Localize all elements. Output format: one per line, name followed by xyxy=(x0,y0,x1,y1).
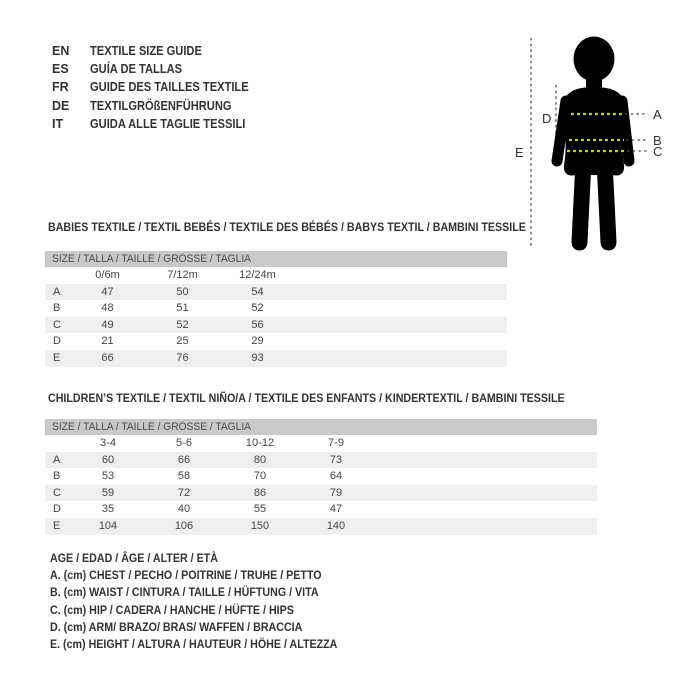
legend-item-hip: C. (cm) HIP / CADERA / HANCHE / HÜFTE / HIPS xyxy=(50,602,294,617)
children-column-header-row xyxy=(45,435,597,452)
guide-title-en: TEXTILE SIZE GUIDE xyxy=(90,44,202,59)
cell: 140 xyxy=(326,519,346,532)
legend-item-height: E. (cm) HEIGHT / ALTURA / HAUTEUR / HÖHE / ALTEZZA xyxy=(50,636,338,651)
table-row xyxy=(45,518,597,535)
row-label: E xyxy=(53,519,61,532)
guide-title-fr: GUIDE DES TAILLES TEXTILE xyxy=(90,80,249,95)
language-row-it xyxy=(52,115,268,133)
legend-age-line: AGE / EDAD / ÂGE / ALTER / ETÀ xyxy=(50,551,218,565)
cell: 52 xyxy=(251,302,264,315)
row-label: B xyxy=(53,302,61,315)
cell: 59 xyxy=(101,486,115,499)
babies-size-header-bar: SIZE / TALLA / TAILLE / GRÖSSE / TAGLIA xyxy=(45,251,507,267)
language-code: EN xyxy=(52,44,70,59)
label-B: B xyxy=(653,133,662,148)
table-row xyxy=(45,452,597,469)
cell: 56 xyxy=(251,318,264,331)
cell: 64 xyxy=(329,470,343,483)
child-silhouette-icon xyxy=(557,37,629,251)
cell: 54 xyxy=(251,285,264,298)
babies-size-table xyxy=(45,251,507,367)
cell: 70 xyxy=(253,470,267,483)
table-row xyxy=(45,317,507,334)
table-row xyxy=(45,485,597,502)
table-row xyxy=(45,333,507,350)
table-row xyxy=(45,501,597,518)
cell: 53 xyxy=(101,470,115,483)
cell: 66 xyxy=(101,351,114,364)
cell: 35 xyxy=(101,503,115,516)
row-label: B xyxy=(53,470,61,483)
cell: 29 xyxy=(251,335,264,348)
language-list xyxy=(52,42,268,133)
cell: 48 xyxy=(101,302,114,315)
babies-section-title: BABIES TEXTILE / TEXTIL BEBÉS / TEXTILE DES BÉBÉS / BABYS TEXTIL / BAMBINI TESSILE xyxy=(48,220,526,234)
guide-title-es: GUÍA DE TALLAS xyxy=(90,62,183,77)
language-row-en xyxy=(52,42,268,60)
left-arm xyxy=(557,101,566,161)
cell: 150 xyxy=(250,519,270,532)
cell: 80 xyxy=(253,453,267,466)
children-section-title: CHILDREN’S TEXTILE / TEXTIL NIÑO/A / TEXTILE DES ENFANTS / KINDERTEXTIL / BAMBINI TESSILE xyxy=(48,391,565,405)
cell: 86 xyxy=(253,486,267,499)
language-code: FR xyxy=(52,80,69,95)
cell: 49 xyxy=(101,318,114,331)
cell: 79 xyxy=(329,486,343,499)
cell: 50 xyxy=(176,285,189,298)
cell: 40 xyxy=(177,503,191,516)
legend-item-waist: B. (cm) WAIST / CINTURA / TAILLE / HÜFTUNG / VITA xyxy=(50,585,319,600)
row-label: C xyxy=(53,318,61,331)
guide-title-de: TEXTILGRÖßENFÜHRUNG xyxy=(90,98,232,113)
label-D: D xyxy=(542,111,552,126)
language-code: ES xyxy=(52,62,69,77)
cell: 72 xyxy=(177,486,191,499)
babies-column-header-row xyxy=(45,267,507,284)
cell: 73 xyxy=(329,453,343,466)
column-header: 3-4 xyxy=(100,437,116,449)
measurement-legend xyxy=(50,550,373,653)
legend-item-chest: A. (cm) CHEST / PECHO / POITRINE / TRUHE / PETTO xyxy=(50,568,322,583)
language-row-es xyxy=(52,60,268,78)
cell: 66 xyxy=(177,453,191,466)
column-header: 0/6m xyxy=(95,269,120,281)
cell: 47 xyxy=(101,285,114,298)
column-header: 7-9 xyxy=(328,437,344,449)
row-label: D xyxy=(53,335,61,348)
column-header: 12/24m xyxy=(239,269,276,281)
legend-item-arm: D. (cm) ARM/ BRAZO/ BRAS/ WAFFEN / BRACCIA xyxy=(50,619,303,634)
table-row xyxy=(45,350,507,367)
cell: 51 xyxy=(176,302,189,315)
row-label: A xyxy=(53,285,61,298)
cell: 21 xyxy=(101,335,114,348)
cell: 60 xyxy=(101,453,115,466)
row-label: C xyxy=(53,486,61,499)
column-header: 10-12 xyxy=(245,437,275,449)
language-row-de xyxy=(52,97,268,115)
table-row xyxy=(45,468,597,485)
guide-title-it: GUIDA ALLE TAGLIE TESSILI xyxy=(90,116,246,131)
label-A: A xyxy=(653,107,662,122)
cell: 93 xyxy=(251,351,264,364)
cell: 106 xyxy=(174,519,194,532)
cell: 52 xyxy=(176,318,189,331)
cell: 104 xyxy=(98,519,118,532)
column-header: 5-6 xyxy=(176,437,192,449)
column-header: 7/12m xyxy=(167,269,198,281)
cell: 76 xyxy=(176,351,189,364)
children-size-table xyxy=(45,419,597,535)
row-label: E xyxy=(53,351,61,364)
language-code: IT xyxy=(52,116,64,131)
row-label: A xyxy=(53,453,61,466)
table-row xyxy=(45,284,507,301)
right-leg xyxy=(605,171,609,242)
table-row xyxy=(45,300,507,317)
cell: 47 xyxy=(329,503,343,516)
cell: 55 xyxy=(253,503,267,516)
row-label: D xyxy=(53,503,61,516)
language-row-fr xyxy=(52,78,268,96)
cell: 58 xyxy=(177,470,191,483)
language-code: DE xyxy=(52,98,70,113)
children-size-header-bar: SIZE / TALLA / TAILLE / GRÖSSE / TAGLIA xyxy=(45,419,597,435)
label-C: C xyxy=(653,144,663,159)
label-E: E xyxy=(515,145,524,160)
cell: 25 xyxy=(176,335,189,348)
